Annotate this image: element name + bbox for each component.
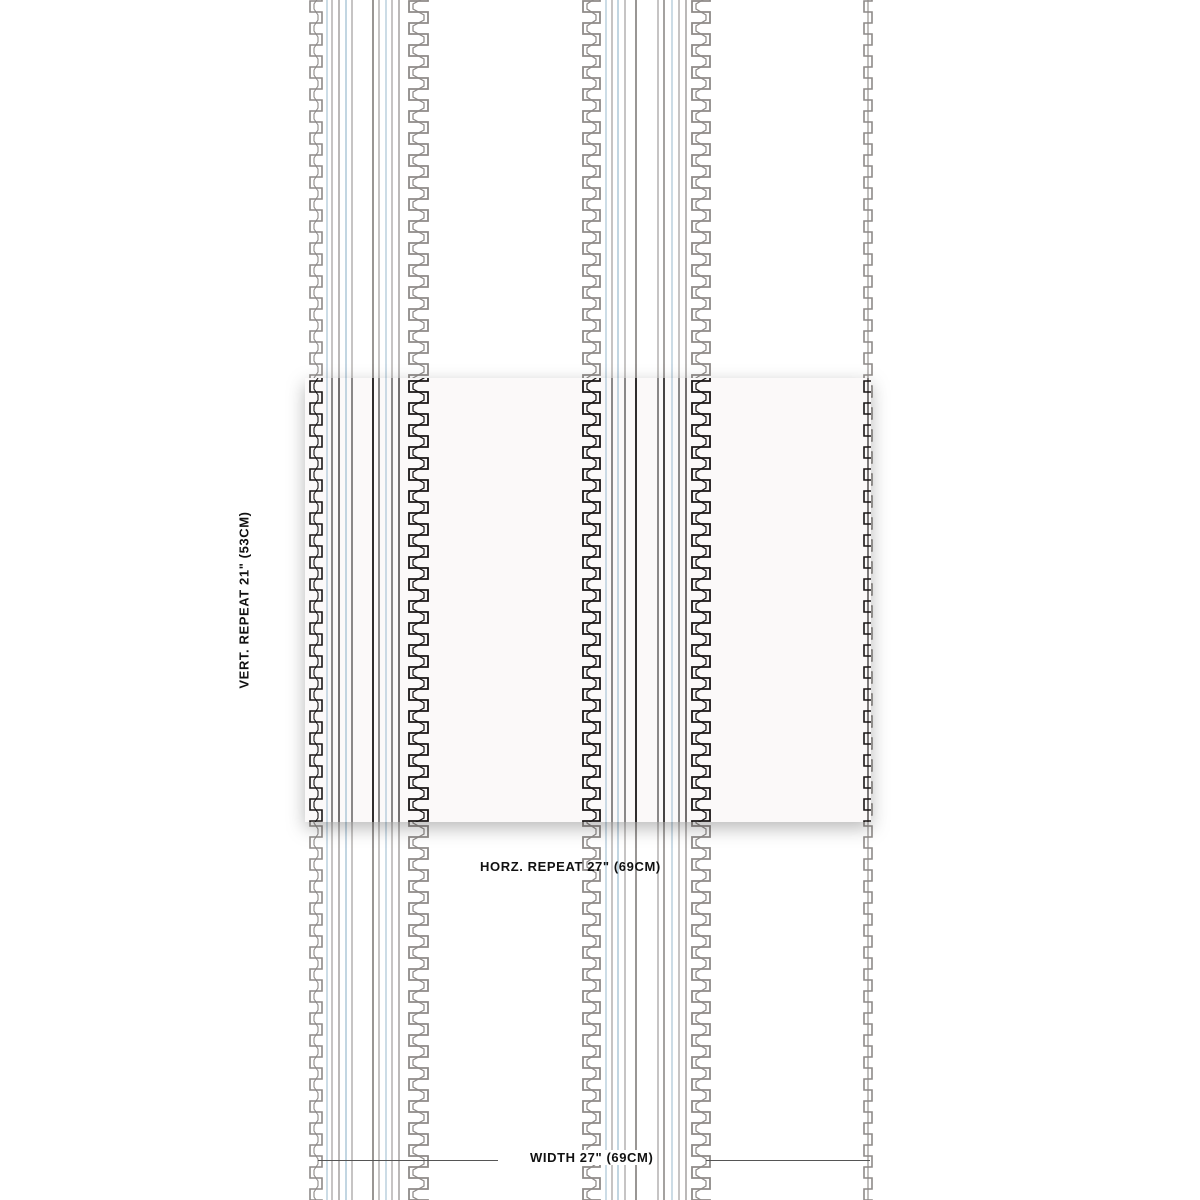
horizontal-repeat-label: HORZ. REPEAT 27" (69CM) (480, 859, 661, 874)
width-rule-left (318, 1160, 498, 1161)
width-label: WIDTH 27" (69CM) (530, 1150, 654, 1165)
vertical-repeat-label: VERT. REPEAT 21" (53CM) (236, 511, 252, 689)
width-rule-right (706, 1160, 870, 1161)
